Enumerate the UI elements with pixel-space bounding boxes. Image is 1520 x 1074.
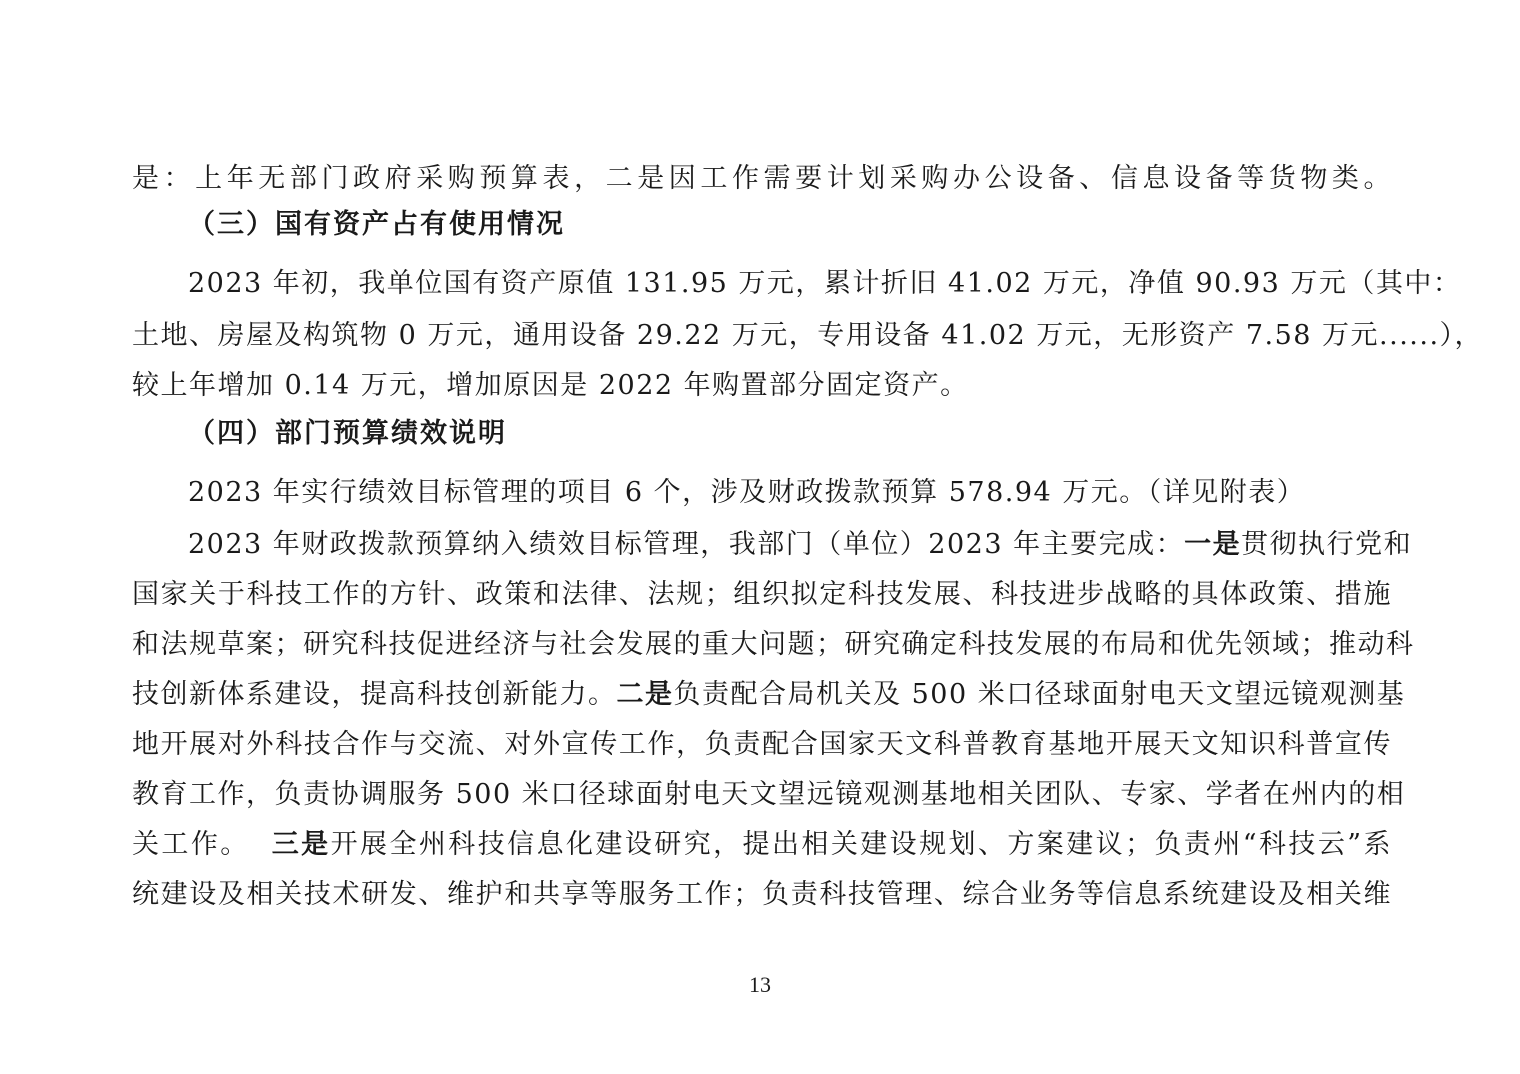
paragraph-line xyxy=(132,827,1392,863)
paragraph-line: 土地、房屋及构筑物 0 万元，通用设备 29.22 万元，专用设备 41.02 万元，无形资产 7.58 万元......）， xyxy=(132,320,1484,351)
text-run: 2023 年财政拨款预算纳入绩效目标管理，我部门（单位）2023 年主要完成： xyxy=(188,529,1185,560)
text-run: 关工作。 xyxy=(132,829,250,860)
paragraph-line xyxy=(132,677,1406,713)
page-number: 13 xyxy=(749,972,771,997)
bold-marker: 一是 xyxy=(1184,529,1242,560)
paragraph-line: 教育工作，负责协调服务 500 米口径球面射电天文望远镜观测基地相关团队、专家、学者在州内的相 xyxy=(132,779,1406,810)
paragraph-line: 统建设及相关技术研发、维护和共享等服务工作；负责科技管理、综合业务等信息系统建设及相关维 xyxy=(132,879,1392,910)
paragraph-line: 和法规草案；研究科技促进经济与社会发展的重大问题；研究确定科技发展的布局和优先领域；推动科 xyxy=(132,629,1415,660)
paragraph-line: 地开展对外科技合作与交流、对外宣传工作，负责配合国家天文科普教育基地开展天文知识科普宣传 xyxy=(132,729,1392,760)
text-run: 开展全州科技信息化建设研究，提出相关建设规划、方案建议；负责州“科技云”系 xyxy=(330,829,1393,860)
paragraph-line xyxy=(188,527,1413,563)
paragraph-line: 2023 年初，我单位国有资产原值 131.95 万元，累计折旧 41.02 万元，净值 90.93 万元（其中： xyxy=(188,268,1462,299)
bold-marker: 三是 xyxy=(271,829,331,860)
text-run: 技创新体系建设，提高科技创新能力。 xyxy=(132,679,617,710)
section-heading-assets: （三）国有资产占有使用情况 xyxy=(188,209,565,240)
paragraph-line: 较上年增加 0.14 万元，增加原因是 2022 年购置部分固定资产。 xyxy=(132,370,969,401)
paragraph-line: 国家关于科技工作的方针、政策和法律、法规；组织拟定科技发展、科技进步战略的具体政策、措施 xyxy=(132,579,1392,610)
paragraph-line: 是：上年无部门政府采购预算表，二是因工作需要计划采购办公设备、信息设备等货物类。 xyxy=(132,163,1392,194)
text-run: 贯彻执行党和 xyxy=(1241,529,1413,560)
section-heading-performance: （四）部门预算绩效说明 xyxy=(188,418,507,449)
text-run: 负责配合局机关及 500 米口径球面射电天文望远镜观测基 xyxy=(673,679,1406,710)
paragraph-line: 2023 年实行绩效目标管理的项目 6 个，涉及财政拨款预算 578.94 万元。（详见附表） xyxy=(188,477,1306,508)
bold-marker: 二是 xyxy=(616,679,674,710)
